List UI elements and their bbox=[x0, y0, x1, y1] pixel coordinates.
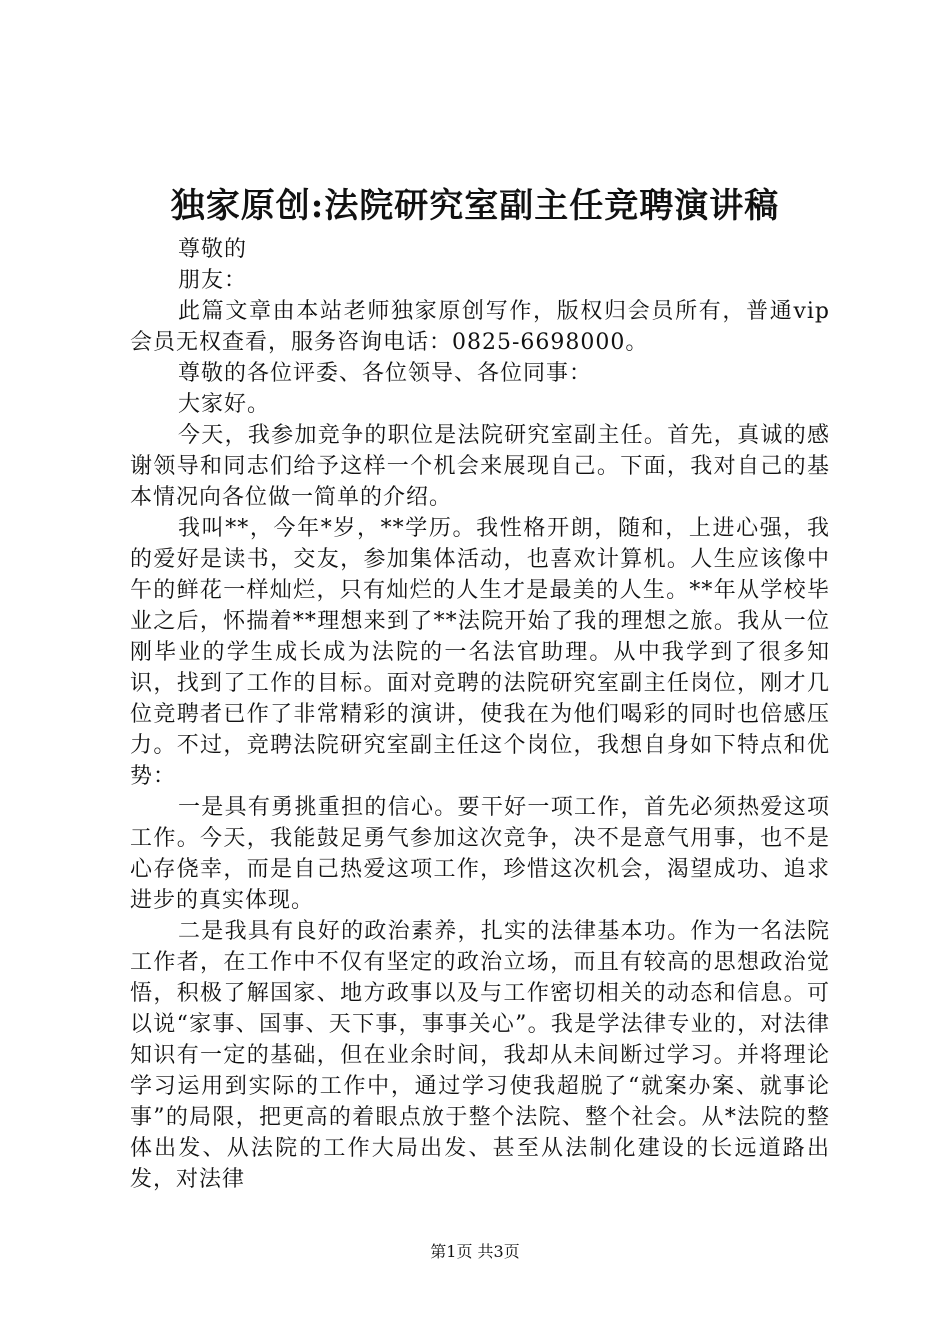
document-title: 独家原创:法院研究室副主任竞聘演讲稿 bbox=[170, 186, 780, 226]
paragraph: 我叫**，今年*岁，**学历。我性格开朗，随和，上进心强，我的爱好是读书，交友，参加集体活动，也喜欢计算机。人生应该像中午的鲜花一样灿烂，只有灿烂的人生才是最美的人生。**年从学校毕业之后，怀揣着**理想来到了**法院开始了我的理想之旅。我从一位刚毕业的学生成长成为法院的一名法官助理。从中我学到了很多知识，找到了工作的目标。面对竞聘的法院研究室副主任岗位，刚才几位竞聘者已作了非常精彩的演讲，使我在为他们喝彩的同时也倍感压力。不过，竞聘法院研究室副主任这个岗位，我想自身如下特点和优势： bbox=[130, 516, 830, 789]
paragraph: 大家好。 bbox=[178, 392, 271, 417]
paragraph: 尊敬的 bbox=[178, 237, 248, 262]
paragraph: 尊敬的各位评委、各位领导、各位同事： bbox=[178, 361, 593, 386]
paragraph: 朋友： bbox=[178, 268, 248, 293]
paragraph: 二是我具有良好的政治素养，扎实的法律基本功。作为一名法院工作者，在工作中不仅有坚定的政治立场，而且有较高的思想政治觉悟，积极了解国家、地方政事以及与工作密切相关的动态和信息。可以说“家事、国事、天下事，事事关心”。我是学法律专业的，对法律知识有一定的基础，但在业余时间，我却从未间断过学习。并将理论学习运用到实际的工作中，通过学习使我超脱了“就案办案、就事论事”的局限，把更高的着眼点放于整个法院、整个社会。从*法院的整体出发、从法院的工作大局出发、甚至从法制化建设的长远道路出发，对法律 bbox=[130, 919, 830, 1192]
page-footer: 第1页 共3页 bbox=[430, 1242, 520, 1261]
document-body bbox=[130, 234, 830, 1195]
paragraph: 今天，我参加竞争的职位是法院研究室副主任。首先，真诚的感谢领导和同志们给予这样一个机会来展现自己。下面，我对自己的基本情况向各位做一简单的介绍。 bbox=[130, 423, 830, 510]
paragraph: 一是具有勇挑重担的信心。要干好一项工作，首先必须热爱这项工作。今天，我能鼓足勇气参加这次竞争，决不是意气用事，也不是心存侥幸，而是自己热爱这项工作，珍惜这次机会，渴望成功、追求进步的真实体现。 bbox=[130, 795, 830, 913]
paragraph: 此篇文章由本站老师独家原创写作，版权归会员所有，普通vip会员无权查看，服务咨询电话：0825-6698000。 bbox=[130, 299, 830, 355]
